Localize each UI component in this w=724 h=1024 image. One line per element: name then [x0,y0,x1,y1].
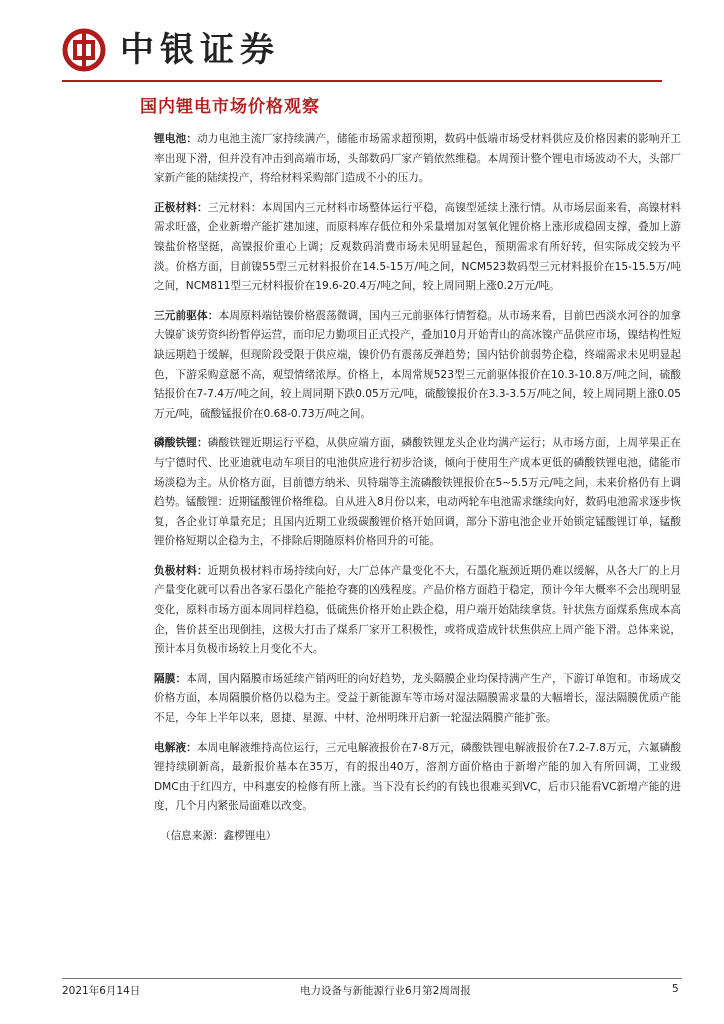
footer-report-title: 电力设备与新能源行业6月第2周周报 [300,985,471,997]
main-content [154,130,681,847]
paragraph-anode: 负极材料：近期负极材料市场持续向好，大厂总体产量变化不大，石墨化瓶颈近期仍难以缓解，从各大厂的上月产量变化就可以看出各家石墨化产能抢夺赛的凶残程度。产品价格方面趋于稳定，预计今年大概率不会出现明显变化，原料市场方面本周同样趋稳，低硫焦价格开始止跌企稳，用户端开始陆续拿货。针状焦方面煤系焦成本高企，售价甚至出现倒挂，这极大打击了煤系厂家开工积极性，或将成造成针状焦供应上周产能下滑。总体来说，预计本月负极市场较上月变化不大。 [154,564,682,656]
footer-date: 2021年6月14日 [62,985,141,997]
paragraph-battery: 锂电池：动力电池主流厂家持续满产，储能市场需求超预期，数码中低端市场受材料供应及价格因素的影响开工率出现下滑，但并没有冲击到高端市场，头部数码厂家产销依然维稳。本周预计整个锂电市场波动不大，头部厂家新产能的陆续投产，将给材料采购部门造成不小的压力。 [154,133,682,185]
paragraph-cathode: 正极材料：三元材料：本周国内三元材料市场整体运行平稳，高镍型延续上涨行情。从市场层面来看，高镍材料需求旺盛，企业新增产能扩建加速，而原料库存低位和外采量增加对氢氧化锂价格上涨形成稳固支撑，叠加上游镍盐价格坚挺，高镍报价重心上调；反观数码消费市场未见明显起色，预期需求有所好转，但实际成交较为平淡。价格方面，目前镍55型三元材料报价在14.5-15万/吨之间，NCM523数码型三元材料报价在15-15.5万/吨之间，NCM811型三元材料报价在19.6-20.4万/吨之间，较上周同期上涨0.2万元/吨。 [154,201,682,293]
brand-name: 中银证券 [120,30,280,70]
header-divider [62,80,662,82]
paragraph-lfp: 磷酸铁锂：磷酸铁锂近期运行平稳，从供应端方面，磷酸铁锂龙头企业均满产运行；从市场方面，上周苹果正在与宁德时代、比亚迪就电动车项目的电池供应进行初步洽谈，倾向于使用生产成本更低的磷酸铁锂电池，储能市场淡稳为主。从价格方面，目前德方纳米、贝特瑞等主流磷酸铁锂报价在5~5.5万元/吨之间，未来价格仍有上调趋势。锰酸锂：近期锰酸锂价格维稳。自从进入8月份以来，电动两轮车电池需求继续向好，数码电池需求逐步恢复，各企业订单量充足；且国内近期工业级碳酸锂价格开始回调，部分下游电池企业开始锁定锰酸锂订单，锰酸锂价格短期以企稳为主，不排除后期随原料价格回升的可能。 [154,437,682,548]
section-title: 国内锂电市场价格观察 [140,97,320,117]
paragraph-precursor: 三元前驱体：本周原料端钴镍价格震荡微调，国内三元前驱体行情暂稳。从市场来看，目前巴西淡水河谷的加拿大镍矿谈劳资纠纷暂停运营，而印尼力勤项目正式投产，叠加10月开始青山的高冰镍产品供应市场，镍结构性短缺远期趋于缓解，但现阶段受限于供应端，镍价仍有震荡反弹趋势；国内钴价前弱势企稳，终端需求未见明显起色，下游采购意愿不高，观望情绪浓厚。价格上，本周常规523型三元前驱体报价在10.3-10.8万/吨之间，硫酸钴报价在7-7.4万/吨之间，较上周同期下跌0.05万元/吨，硫酸镍报价在3.3-3.5万/吨之间，较上周同期上涨0.05万元/吨，硫酸锰报价在0.68-0.73万/吨之间。 [154,309,682,420]
page-number: 5 [672,983,679,995]
paragraph-separator: 隔膜：本周，国内隔膜市场延续产销两旺的向好趋势，龙头隔膜企业均保持满产生产，下游订单饱和。市场成交价格方面，本周隔膜价格仍以稳为主。受益于新能源车等市场对湿法隔膜需求量的大幅增长，湿法隔膜优质产能不足，今年上半年以来，恩捷、星源、中材、沧州明珠开启新一轮湿法隔膜产能扩张。 [154,672,682,725]
source-note: （信息来源：鑫椤锂电） [160,830,277,842]
paragraph-electrolyte: 电解液：本周电解液维持高位运行，三元电解液报价在7-8万元，磷酸铁锂电解液报价在7.2-7.8万元，六氟磷酸锂持续刷新高，最新报价基本在35万，有的报出40万，溶剂方面价格由于新增产能的加入有所回调，工业级DMC由于红四方，中科惠安的检修有所上涨。当下没有长约的有钱也很难买到VC，后市只能看VC新增产能的进度，几个月内紧张局面难以改变。 [154,741,681,813]
footer-divider [62,978,682,979]
bank-of-china-logo-icon [62,28,106,72]
header [62,28,662,76]
